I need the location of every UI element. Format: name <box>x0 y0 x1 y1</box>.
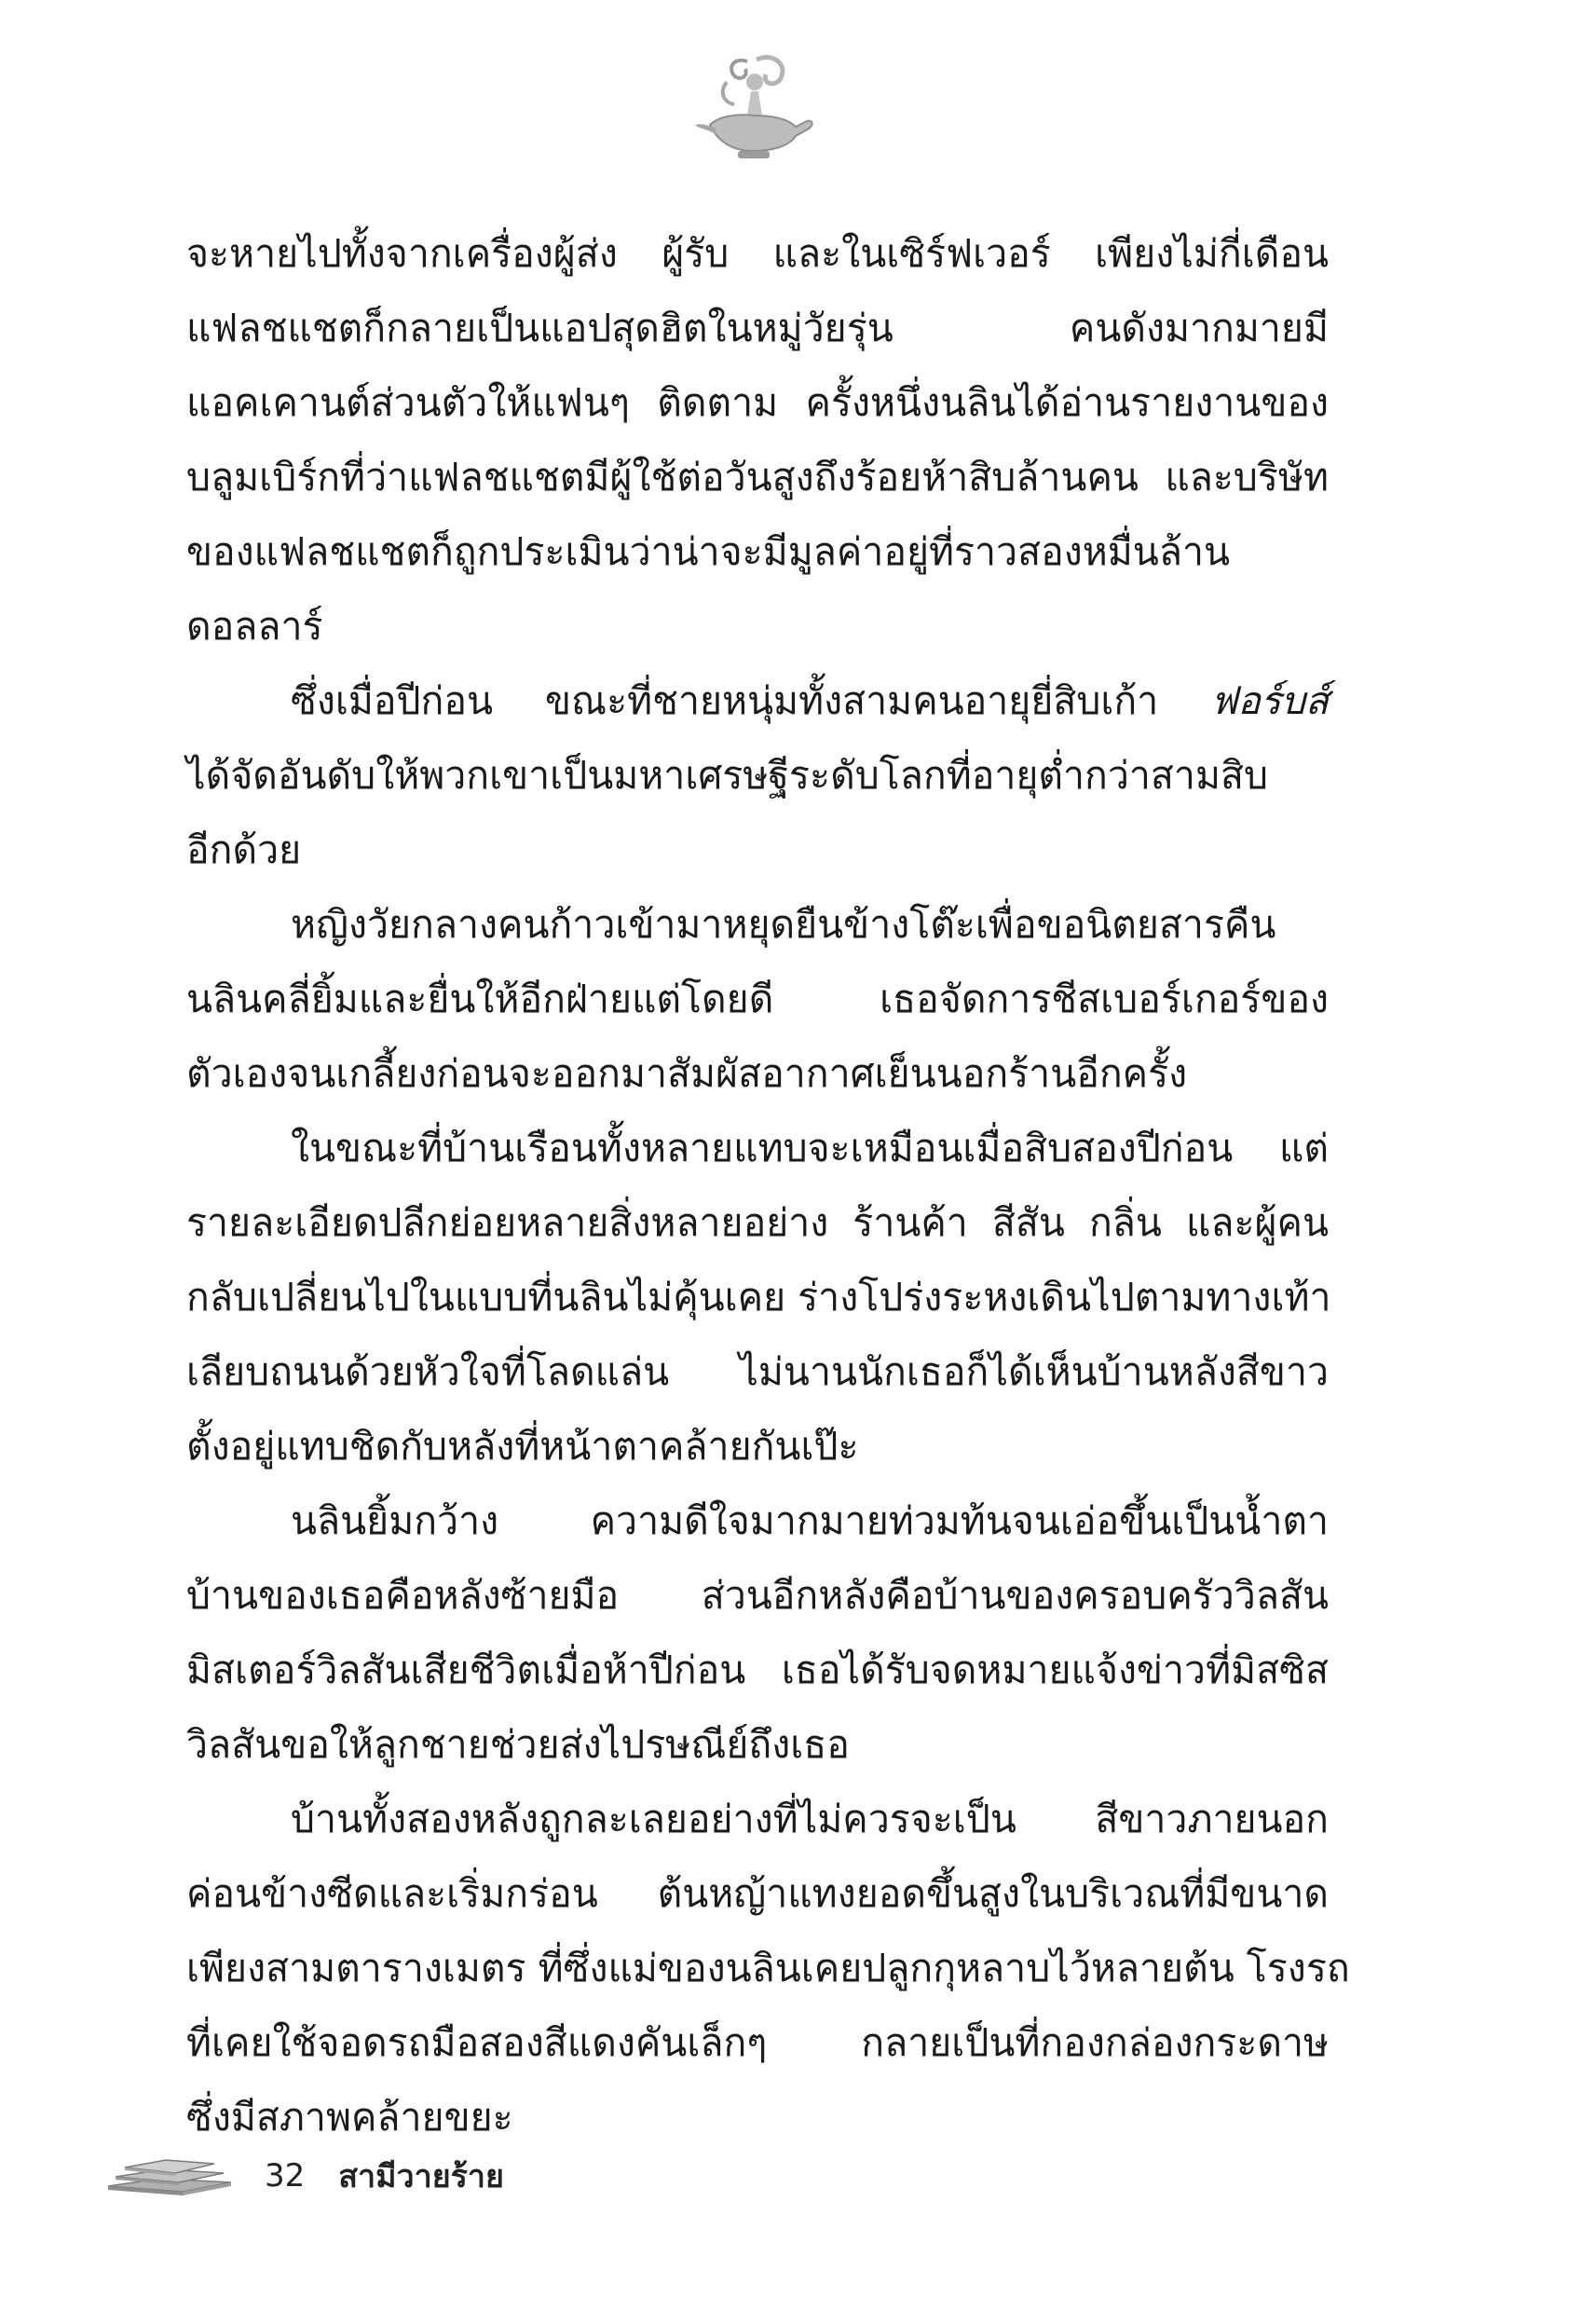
paragraph-line: บลูมเบิร์กที่ว่าแฟลชแชตมีผู้ใช้ต่อวันสูงถึงร้อยห้าสิบล้านคน และบริษัท <box>186 455 1329 499</box>
line-text: ซึ่งเมื่อปีก่อน ขณะที่ชายหนุ่มทั้งสามคนอายุยี่สิบเก้า <box>291 678 1159 723</box>
paragraph-line: จะหายไปทั้งจากเครื่องผู้ส่ง ผู้รับ และในเซิร์ฟเวอร์ เพียงไม่กี่เดือน <box>186 231 1329 276</box>
paragraph-line: ซึ่งมีสภาพคล้ายขยะ <box>186 2095 513 2140</box>
paragraph-line: อีกด้วย <box>186 827 302 872</box>
paragraph-line: ตัวเองจนเกลี้ยงก่อนจะออกมาสัมผัสอากาศเย็นนอกร้านอีกครั้ง <box>186 1051 1188 1096</box>
paragraph-line: ตั้งอยู่แทบชิดกับหลังที่หน้าตาคล้ายกันเป๊ะ <box>186 1424 859 1469</box>
paragraph-line: แฟลชแชตก็กลายเป็นแอปสุดฮิตในหมู่วัยรุ่น คนดังมากมายมี <box>186 306 1329 350</box>
body-text <box>186 216 1350 2154</box>
paragraph-line: หญิงวัยกลางคนก้าวเข้ามาหยุดยืนข้างโต๊ะเพื่อขอนิตยสารคืน <box>291 902 1276 947</box>
paragraph-line: ที่เคยใช้จอดรถมือสองสีแดงคันเล็กๆ กลายเป็นที่กองกล่องกระดาษ <box>186 2020 1329 2065</box>
paragraph-line: ของแฟลชแชตก็ถูกประเมินว่าน่าจะมีมูลค่าอยู่ที่ราวสองหมื่นล้าน <box>186 529 1230 574</box>
paragraph-line: มิสเตอร์วิลสันเสียชีวิตเมื่อห้าปีก่อน เธอได้รับจดหมายแจ้งข่าวที่มิสซิส <box>186 1648 1329 1692</box>
paragraph-line: ดอลลาร์ <box>186 604 323 649</box>
paragraph-line: เพียงสามตารางเมตร ที่ซึ่งแม่ของนลินเคยปลูกกุหลาบไว้หลายต้น โรงรถ <box>186 1946 1350 1990</box>
genie-lamp-icon <box>691 54 817 164</box>
paragraph-line: ค่อนข้างซีดและเริ่มกร่อน ต้นหญ้าแทงยอดขึ้นสูงในบริเวณที่มีขนาด <box>186 1871 1329 1916</box>
paragraph-line: เลียบถนนด้วยหัวใจที่โลดแล่น ไม่นานนักเธอก็ได้เห็นบ้านหลังสีขาว <box>186 1349 1329 1394</box>
paragraph-line: รายละเอียดปลีกย่อยหลายสิ่งหลายอย่าง ร้านค้า สีสัน กลิ่น และผู้คน <box>186 1200 1329 1245</box>
paragraph-line: บ้านของเธอคือหลังซ้ายมือ ส่วนอีกหลังคือบ้านของครอบครัววิลสัน <box>186 1573 1329 1618</box>
paragraph-line: ในขณะที่บ้านเรือนทั้งหลายแทบจะเหมือนเมื่อสิบสองปีก่อน แต่ <box>291 1126 1329 1170</box>
paragraph-line: บ้านทั้งสองหลังถูกละเลยอย่างที่ไม่ควรจะเป็น สีขาวภายนอก <box>291 1797 1329 1841</box>
paragraph-line: นลินคลี่ยิ้มและยื่นให้อีกฝ่ายแต่โดยดี เธอจัดการชีสเบอร์เกอร์ของ <box>186 977 1329 1021</box>
page-footer <box>104 2148 504 2204</box>
book-stack-icon <box>104 2154 235 2197</box>
page-number: 32 <box>265 2157 306 2195</box>
book-title: สามีวายร้าย <box>338 2158 504 2195</box>
paragraph-line: แอคเคานต์ส่วนตัวให้แฟนๆ ติดตาม ครั้งหนึ่งนลินได้อ่านรายงานของ <box>186 380 1329 425</box>
paragraph-line: ได้จัดอันดับให้พวกเขาเป็นมหาเศรษฐีระดับโลกที่อายุต่ำกว่าสามสิบ <box>186 753 1269 798</box>
paragraph-line: นลินยิ้มกว้าง ความดีใจมากมายท่วมท้นจนเอ่อขึ้นเป็นน้ำตา <box>291 1498 1329 1543</box>
magazine-name: ฟอร์บส์ <box>1210 678 1329 723</box>
paragraph-line <box>186 663 1329 738</box>
paragraph-line: วิลสันขอให้ลูกชายช่วยส่งไปรษณีย์ถึงเธอ <box>186 1722 850 1767</box>
paragraph-line: กลับเปลี่ยนไปในแบบที่นลินไม่คุ้นเคย ร่างโปร่งระหงเดินไปตามทางเท้า <box>186 1275 1331 1320</box>
